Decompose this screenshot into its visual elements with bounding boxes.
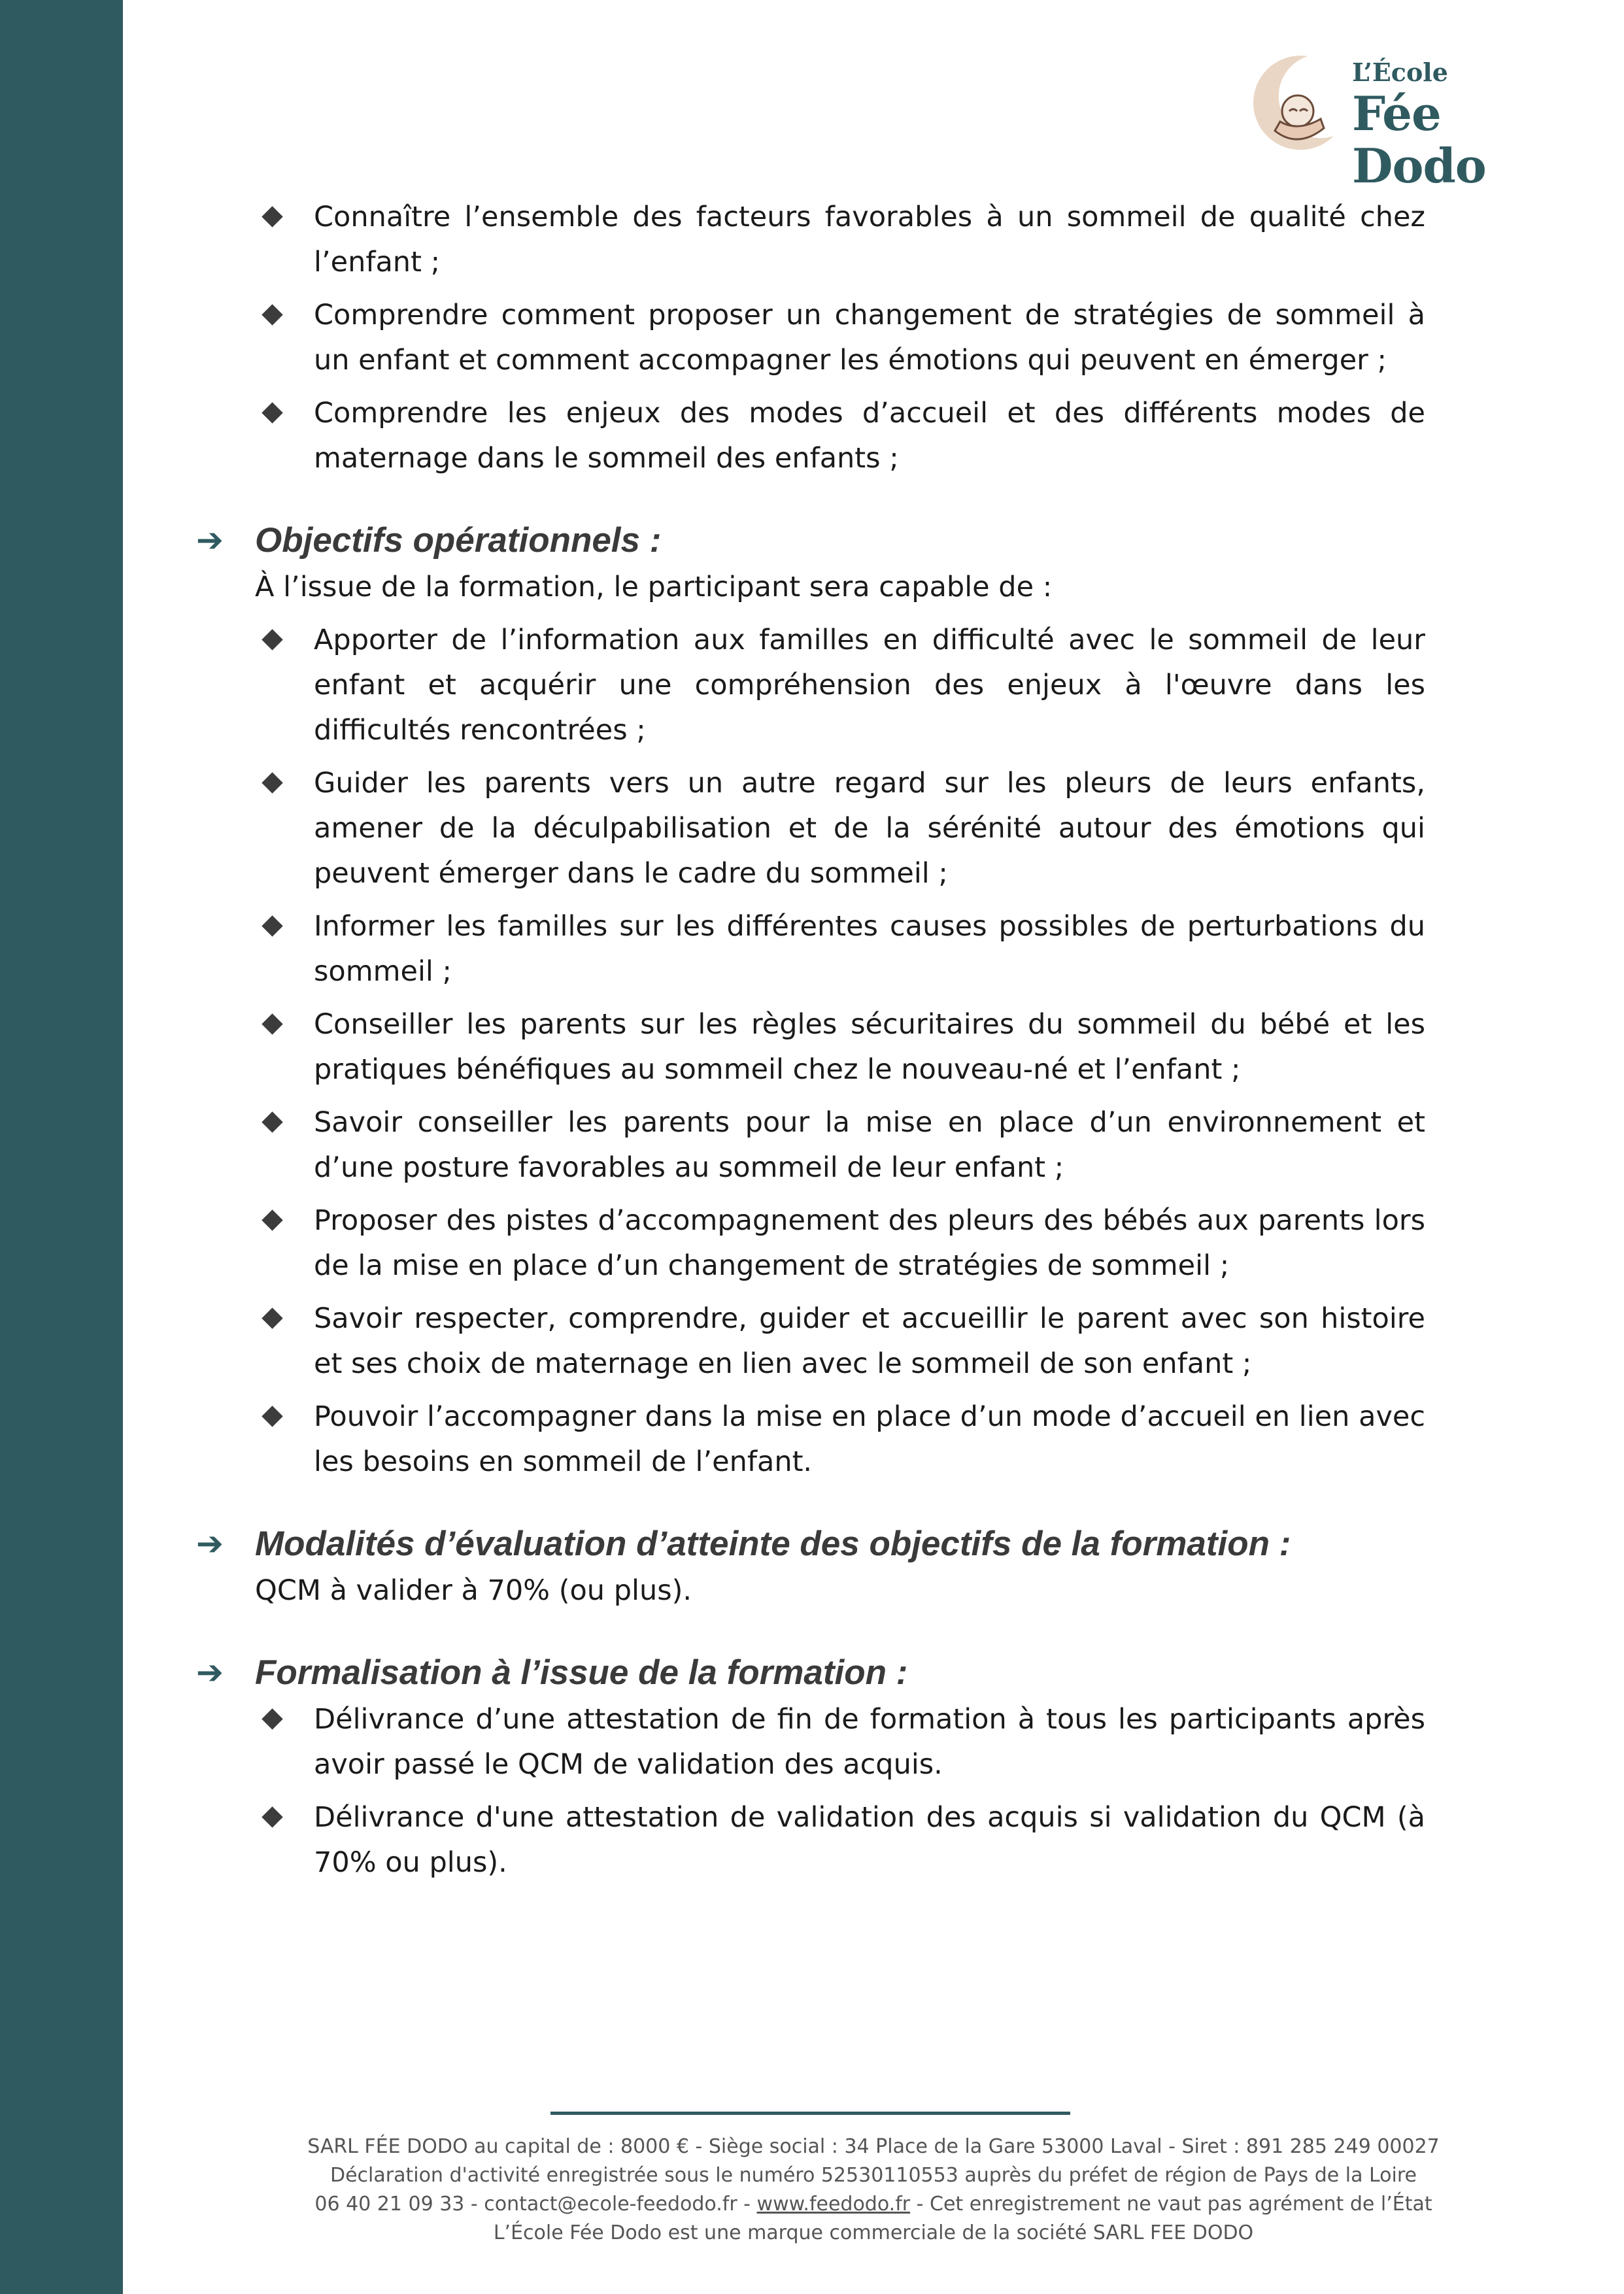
list-item: Comprendre les enjeux des modes d’accueil et des différents modes de maternage dans le sommeil des enfants ;: [314, 391, 1425, 481]
footer-line: Déclaration d'activité enregistrée sous le numéro 52530110553 auprès du préfet de région de Pays de la Loire: [330, 2164, 1417, 2187]
list-item: Informer les familles sur les différentes causes possibles de perturbations du sommeil ;: [314, 904, 1425, 994]
logo-line1: L’École: [1352, 58, 1448, 87]
diamond-bullet-icon: [262, 304, 283, 326]
diamond-bullet-icon: [262, 1708, 283, 1730]
footer: [123, 2133, 1624, 2248]
arrow-right-icon: ➔: [196, 521, 224, 559]
list-item: Apporter de l’information aux familles en difficulté avec le sommeil de leur enfant et acquérir une compréhension des enjeux à l'œuvre dans les difficultés rencontrées ;: [314, 618, 1425, 753]
list-item: Savoir respecter, comprendre, guider et accueillir le parent avec son histoire et ses choix de maternage en lien avec le sommeil de son enfant ;: [314, 1296, 1425, 1387]
list-item: Savoir conseiller les parents pour la mise en place d’un environnement et d’une posture favorables au sommeil de leur enfant ;: [314, 1100, 1425, 1190]
section-evaluation: [196, 1520, 1425, 1613]
diamond-bullet-icon: [262, 1013, 283, 1035]
objectifs-list: [255, 618, 1425, 1485]
diamond-bullet-icon: [262, 1406, 283, 1427]
logo-text: [1352, 58, 1576, 192]
moon-baby-icon: [1236, 51, 1347, 156]
section-intro: À l’issue de la formation, le participant sera capable de :: [255, 571, 1053, 603]
section-formalisation: [196, 1649, 1425, 1885]
diamond-bullet-icon: [262, 1111, 283, 1133]
diamond-bullet-icon: [262, 772, 283, 794]
list-item: Proposer des pistes d’accompagnement des pleurs des bébés aux parents lors de la mise en place d’un changement de stratégies de sommeil ;: [314, 1198, 1425, 1289]
logo-line2: Fée Dodo: [1352, 86, 1486, 194]
sidebar-band: [0, 0, 123, 2294]
section-objectifs: [196, 516, 1425, 1485]
arrow-right-icon: ➔: [196, 1525, 224, 1562]
arrow-right-icon: ➔: [196, 1653, 224, 1691]
list-item: Délivrance d’une attestation de fin de formation à tous les participants après avoir passé le QCM de validation des acquis.: [314, 1697, 1425, 1787]
diamond-bullet-icon: [262, 915, 283, 937]
document-body: [196, 195, 1425, 1893]
diamond-bullet-icon: [262, 629, 283, 650]
footer-line: L’École Fée Dodo est une marque commerciale de la société SARL FEE DODO: [493, 2221, 1254, 2244]
diamond-bullet-icon: [262, 1307, 283, 1329]
logo: [1236, 51, 1576, 194]
footer-line: SARL FÉE DODO au capital de : 8000 € - Siège social : 34 Place de la Gare 53000 Laval - Siret : 891 285 249 00027: [307, 2135, 1440, 2158]
intro-list: [196, 195, 1425, 481]
diamond-bullet-icon: [262, 206, 283, 228]
list-item: Délivrance d'une attestation de validation des acquis si validation du QCM (à 70% ou plus).: [314, 1795, 1425, 1885]
section-title: Modalités d’évaluation d’atteinte des objectifs de la formation :: [255, 1525, 1291, 1563]
footer-divider: [550, 2112, 1070, 2115]
diamond-bullet-icon: [262, 1209, 283, 1231]
list-item: Guider les parents vers un autre regard sur les pleurs de leurs enfants, amener de la déculpabilisation et de la sérénité autour des émotions qui peuvent émerger dans le cadre du sommeil ;: [314, 761, 1425, 896]
list-item: Connaître l’ensemble des facteurs favorables à un sommeil de qualité chez l’enfant ;: [314, 195, 1425, 285]
formalisation-list: [255, 1697, 1425, 1885]
diamond-bullet-icon: [262, 1806, 283, 1828]
website-link[interactable]: www.feedodo.fr: [756, 2193, 911, 2216]
list-item: Pouvoir l’accompagner dans la mise en place d’un mode d’accueil en lien avec les besoins en sommeil de l’enfant.: [314, 1394, 1425, 1485]
list-item: Comprendre comment proposer un changement de stratégies de sommeil à un enfant et comment accompagner les émotions qui peuvent en émerger ;: [314, 293, 1425, 383]
footer-line: 06 40 21 09 33 - contact@ecole-feedodo.fr - www.feedodo.fr - Cet enregistrement ne vaut pas agrément de l’État: [314, 2193, 1432, 2216]
diamond-bullet-icon: [262, 402, 283, 424]
section-title: Formalisation à l’issue de la formation :: [255, 1653, 908, 1692]
section-title: Objectifs opérationnels :: [255, 521, 662, 560]
section-text: QCM à valider à 70% (ou plus).: [255, 1574, 692, 1607]
list-item: Conseiller les parents sur les règles sécuritaires du sommeil du bébé et les pratiques bénéfiques au sommeil chez le nouveau-né et l’enfant ;: [314, 1002, 1425, 1092]
